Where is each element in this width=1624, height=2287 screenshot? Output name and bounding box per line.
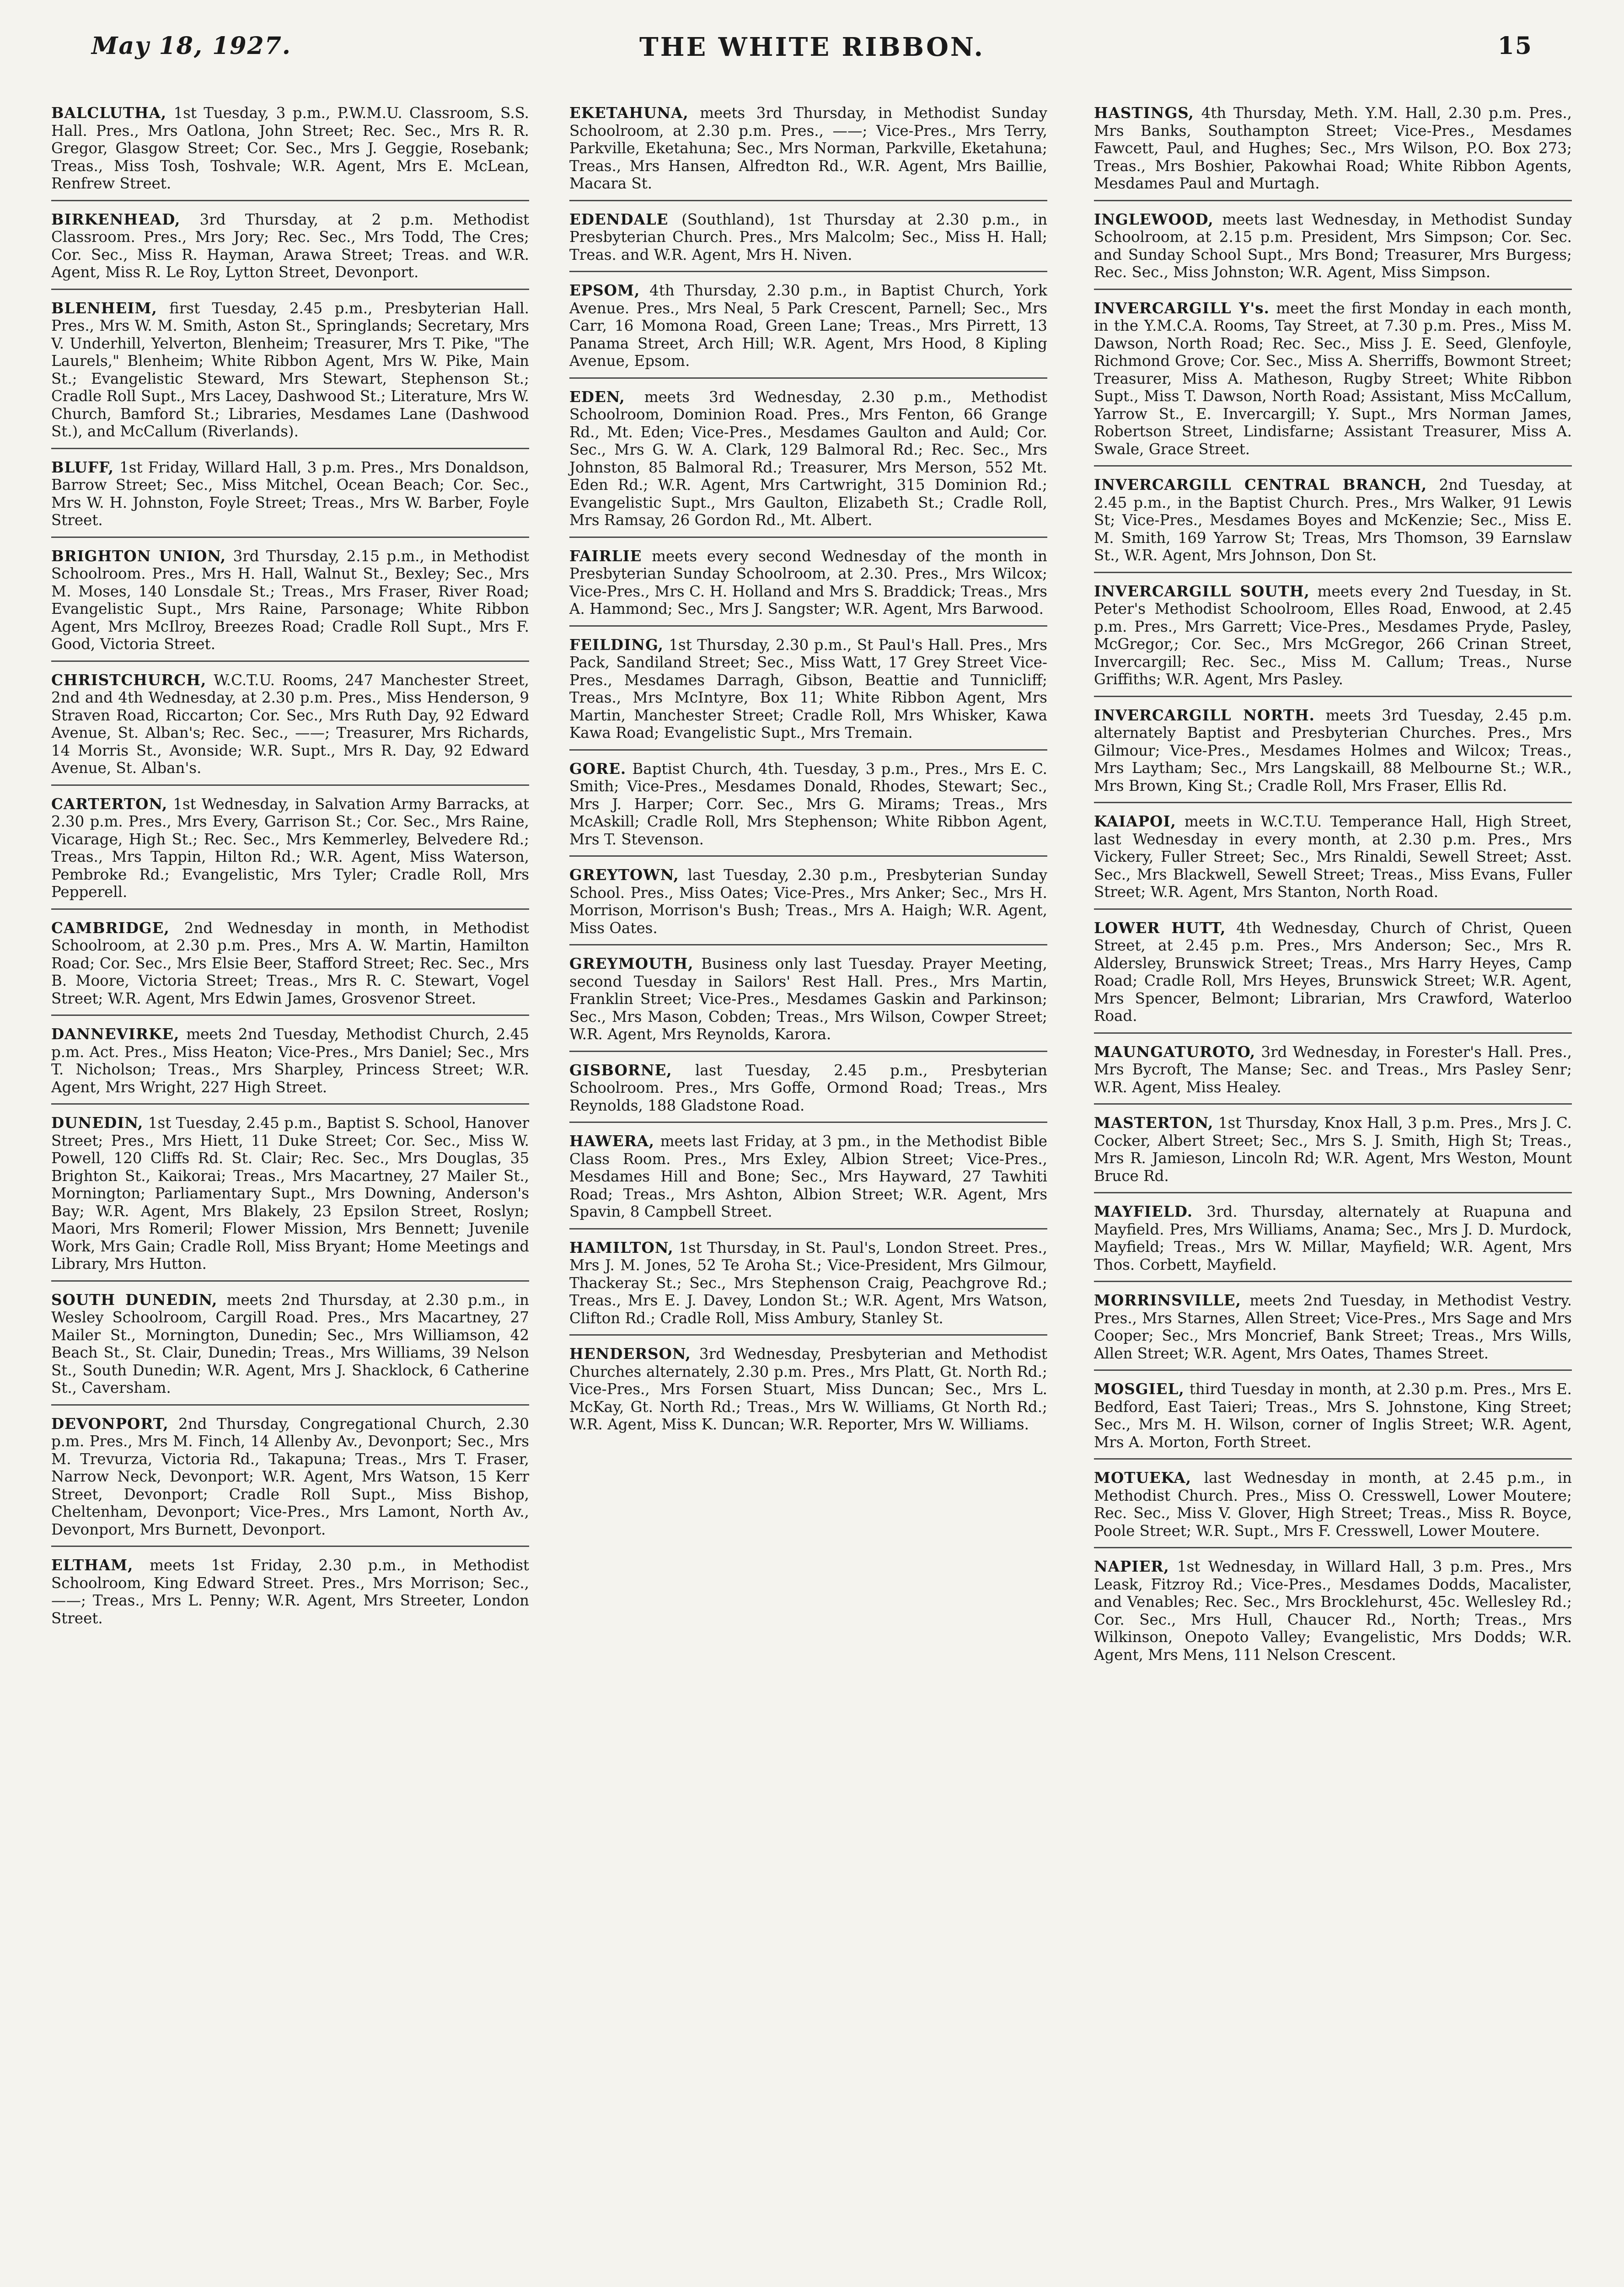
branch-listing	[1094, 705, 1572, 804]
branch-details: meets 2nd Tuesday, Methodist Church, 2.45 p.m. Act. Pres., Miss Heaton; Vice-Pres., Mrs Daniel; Sec., Mrs T. Nicholson; Treas., Mrs Sharpley, Princess Street; W.R. Agent, Mrs Wright, 227 High Street.	[51, 1025, 529, 1096]
branch-name: GORE.	[569, 759, 627, 778]
branch-name: MAYFIELD.	[1094, 1203, 1193, 1220]
branch-details: 1st Wednesday, in Willard Hall, 3 p.m. Pres., Mrs Leask, Fitzroy Rd.; Vice-Pres., Mesdames Dodds, Macalister, and Venables; Rec. Sec., Mrs Brocklehurst, 45c. Wellesley Rd.; Cor. Sec., Mrs Hull, Chaucer Rd., North; Treas., Mrs Wilkinson, Onepoto Valley; Evangelistic, Mrs Dodds; W.R. Agent, Mrs Mens, 111 Nelson Crescent.	[1094, 1558, 1572, 1664]
branch-listing	[569, 635, 1047, 751]
branch-details: last Wednesday in month, at 2.45 p.m., in Methodist Church. Pres., Miss O. Cresswell, Lower Moutere; Rec. Sec., Miss V. Glover, High Street; Treas., Miss R. Boyce, Poole Street; W.R. Supt., Mrs F. Cresswell, Lower Moutere.	[1094, 1469, 1572, 1540]
branch-listing	[51, 670, 529, 786]
branch-listing	[51, 546, 529, 662]
branch-listing	[569, 865, 1047, 945]
branch-listing	[569, 387, 1047, 538]
page-number: 15	[1497, 32, 1533, 60]
branch-name: MOTUEKA,	[1094, 1469, 1192, 1487]
branch-name: FAIRLIE	[569, 547, 642, 565]
branch-name: EDENDALE	[569, 210, 669, 228]
branch-name: KAIAPOI,	[1094, 812, 1176, 830]
branch-details: 1st Thursday, in St. Paul's, London Street. Pres., Mrs J. M. Jones, 52 Te Aroha St.; Vice-President, Mrs Gilmour, Thackeray St.; Sec., Mrs Stephenson Craig, Peachgrove Rd.; Treas., Mrs E. J. Davey, London St.; W.R. Agent, Mrs Watson, Clifton Rd.; Cradle Roll, Miss Ambury, Stanley St.	[569, 1239, 1047, 1327]
branch-details: meets 2nd Thursday, at 2.30 p.m., in Wesley Schoolroom, Cargill Road. Pres., Mrs Macartney, 27 Mailer St., Mornington, Dunedin; Sec., Mrs Williamson, 42 Beach St., St. Clair, Dunedin; Treas., Mrs Williams, 39 Nelson St., South Dunedin; W.R. Agent, Mrs J. Shacklock, 6 Catherine St., Caversham.	[51, 1291, 529, 1396]
branch-name: INVERCARGILL NORTH.	[1094, 706, 1315, 724]
branch-name: LOWER HUTT,	[1094, 918, 1226, 937]
branch-listing	[569, 103, 1047, 201]
branch-listing	[51, 103, 529, 201]
branch-listing	[51, 1113, 529, 1282]
branch-listing	[1094, 1557, 1572, 1671]
branch-listing	[569, 1344, 1047, 1441]
branch-name: BLUFF,	[51, 458, 114, 476]
branch-name: GREYMOUTH,	[569, 955, 694, 972]
branch-name: NAPIER,	[1094, 1557, 1169, 1575]
branch-details: last Tuesday, 2.30 p.m., Presbyterian Sunday School. Pres., Miss Oates; Vice-Pres., Mrs Anker; Sec., Mrs H. Morrison, Morrison's Bush; Treas., Mrs A. Haigh; W.R. Agent, Miss Oates.	[569, 866, 1047, 937]
branch-listing	[1094, 918, 1572, 1034]
branch-details: Business only last Tuesday. Prayer Meeting, second Tuesday in Sailors' Rest Hall. Pres., Mrs Martin, Franklin Street; Vice-Pres., Mesdames Gaskin and Parkinson; Sec., Mrs Mason, Cobden; Treas., Mrs Wilson, Cowper Street; W.R. Agent, Mrs Reynolds, Karora.	[569, 955, 1047, 1043]
branch-details: meets last Wednesday, in Methodist Sunday Schoolroom, at 2.15 p.m. President, Mrs Simpson; Cor. Sec. and Sunday School Supt., Mrs Bond; Treasurer, Mrs Burgess; Rec. Sec., Miss Johnston; W.R. Agent, Miss Simpson.	[1094, 210, 1572, 281]
branch-name: FEILDING,	[569, 635, 664, 654]
branch-details: meets in W.C.T.U. Temperance Hall, High Street, last Wednesday in every month, at 2.30 p.m. Pres., Mrs Vickery, Fuller Street; Sec., Mrs Rinaldi, Sewell Street; Asst. Sec., Mrs Blackwell, Sewell Street; Treas., Miss Evans, Fuller Street; W.R. Agent, Mrs Stanton, North Road.	[1094, 813, 1572, 901]
branch-listing	[51, 298, 529, 449]
branch-listing	[51, 1024, 529, 1105]
branch-name: EDEN,	[569, 387, 625, 406]
branch-name: CARTERTON,	[51, 795, 168, 813]
issue-date: May 18, 1927.	[91, 32, 291, 60]
branch-details: meets last Friday, at 3 pm., in the Methodist Bible Class Room. Pres., Mrs Exley, Albion Street; Vice-Pres., Mesdames Hill and Bone; Sec., Mrs Hayward, 27 Tawhiti Road; Treas., Mrs Ashton, Albion Street; W.R. Agent, Mrs Spavin, 8 Campbell Street.	[569, 1133, 1047, 1220]
branch-details: 1st Tuesday, 2.45 p.m., Baptist S. School, Hanover Street; Pres., Mrs Hiett, 11 Duke Street; Cor. Sec., Miss W. Powell, 120 Cliffs Rd. St. Clair; Rec. Sec., Mrs Douglas, 35 Brighton St., Kaikorai; Treas., Mrs Macartney, 27 Mailer St., Mornington; Parliamentary Supt., Mrs Downing, Anderson's Bay; W.R. Agent, Mrs Blakely, 23 Epsilon Street, Roslyn; Maori, Mrs Romeril; Flower Mission, Mrs Bennett; Juvenile Work, Mrs Gain; Cradle Roll, Miss Bryant; Home Meetings and Library, Mrs Hutton.	[51, 1114, 529, 1272]
branch-details: third Tuesday in month, at 2.30 p.m. Pres., Mrs E. Bedford, East Taieri; Treas., Mrs S. Johnstone, King Street; Sec., Mrs M. H. Wilson, corner of Inglis Street; W.R. Agent, Mrs A. Morton, Forth Street.	[1094, 1380, 1572, 1451]
branch-details: meets every 2nd Tuesday, in St. Peter's Methodist Schoolroom, Elles Road, Enwood, at 2.45 p.m. Pres., Mrs Garrett; Vice-Pres., Mesdames Pryde, Pasley, McGregor,; Cor. Sec., Mrs McGregor, 266 Crinan Street, Invercargill; Rec. Sec., Miss M. Callum; Treas., Nurse Griffiths; W.R. Agent, Mrs Pasley.	[1094, 582, 1572, 688]
branch-details: 3rd Wednesday, Presbyterian and Methodist Churches alternately, 2.30 p.m. Pres., Mrs Platt, Gt. North Rd.; Vice-Pres., Mrs Forsen Stuart, Miss Duncan; Sec., Mrs L. McKay, Gt. North Rd.; Treas., Mrs W. Williams, Gt North Rd.; W.R. Agent, Miss K. Duncan; W.R. Reporter, Mrs W. Williams.	[569, 1345, 1047, 1433]
branch-name: INVERCARGILL SOUTH,	[1094, 582, 1310, 600]
branch-details: 3rd Wednesday, in Forester's Hall. Pres., Mrs Bycroft, The Manse; Sec. and Treas., Mrs Pasley Senr; W.R. Agent, Miss Healey.	[1094, 1043, 1572, 1096]
branch-details: first Tuesday, 2.45 p.m., Presbyterian Hall. Pres., Mrs W. M. Smith, Aston St., Springlands; Secretary, Mrs V. Underhill, Yelverton, Blenheim; Treasurer, Mrs T. Pike, "The Laurels," Blenheim; White Ribbon Agent, Mrs W. Pike, Main St.; Evangelistic Steward, Mrs Stewart, Stephenson St.; Cradle Roll Supt., Mrs Lacey, Dashwood St.; Literature, Mrs W. Church, Bamford St.; Libraries, Mesdames Lane (Dashwood St.), and McCallum (Riverlands).	[51, 299, 529, 440]
branch-listing	[51, 209, 529, 290]
branch-details: 4th Thursday, Meth. Y.M. Hall, 2.30 p.m. Pres., Mrs Banks, Southampton Street; Vice-Pres., Mesdames Fawcett, Paul, and Hughes; Sec., Mrs Wilson, P.O. Box 273; Treas., Mrs Boshier, Pakowhai Road; White Ribbon Agents, Mesdames Paul and Murtagh.	[1094, 104, 1572, 192]
branch-listing	[569, 546, 1047, 627]
branch-listing	[1094, 1290, 1572, 1371]
branch-listing	[51, 457, 529, 538]
branch-details: meets 3rd Tuesday, 2.45 p.m. alternately Baptist and Presbyterian Churches. Pres., Mrs Gilmour; Vice-Pres., Mesdames Holmes and Wilcox; Treas., Mrs Laytham; Sec., Mrs Langskaill, 88 Melbourne St.; W.R., Mrs Brown, King St.; Cradle Roll, Mrs Fraser, Ellis Rd.	[1094, 706, 1572, 795]
branch-listing	[1094, 209, 1572, 290]
branch-details: 2nd Tuesday, at 2.45 p.m., in the Baptist Church. Pres., Mrs Walker, 91 Lewis St; Vice-Pres., Mesdames Boyes and McKenzie; Sec., Miss E. M. Smith, 169 Yarrow St; Treas, Mrs Thomson, 39 Earnslaw St., W.R. Agent, Mrs Johnson, Don St.	[1094, 476, 1572, 564]
branch-name: INVERCARGILL Y's.	[1094, 299, 1270, 317]
branch-details: 1st Thursday, Knox Hall, 3 p.m. Pres., Mrs J. C. Cocker, Albert Street; Sec., Mrs S. J. Smith, High St; Treas., Mrs R. Jamieson, Lincoln Rd; W.R. Agent, Mrs Weston, Mount Bruce Rd.	[1094, 1114, 1572, 1185]
branch-details: 2nd Wednesday in month, in Methodist Schoolroom, at 2.30 p.m. Pres., Mrs A. W. Martin, Hamilton Road; Cor. Sec., Mrs Elsie Beer, Stafford Street; Rec. Sec., Mrs B. Moore, Victoria Street; Treas., Mrs R. C. Stewart, Vogel Street; W.R. Agent, Mrs Edwin James, Grosvenor Street.	[51, 919, 529, 1007]
branch-details: W.C.T.U. Rooms, 247 Manchester Street, 2nd and 4th Wednesday, at 2.30 p.m. Pres., Miss Henderson, 9 Straven Road, Riccarton; Cor. Sec., Mrs Ruth Day, 92 Edward Avenue, St. Alban's; Rec. Sec., ——; Treasurer, Mrs Richards, 14 Morris St., Avonside; W.R. Supt., Mrs R. Day, 92 Edward Avenue, St. Alban's.	[51, 671, 529, 777]
branch-listing	[1094, 1113, 1572, 1193]
branch-listing	[51, 1290, 529, 1406]
branch-details: meets 3rd Thursday, in Methodist Sunday Schoolroom, at 2.30 p.m. Pres., ——; Vice-Pres., Mrs Terry, Parkville, Eketahuna; Sec., Mrs Norman, Parkville, Eketahuna; Treas., Mrs Hansen, Alfredton Rd., W.R. Agent, Mrs Baillie, Macara St.	[569, 104, 1047, 192]
branch-details: meet the first Monday in each month, in the Y.M.C.A. Rooms, Tay Street, at 7.30 p.m. Pres., Miss M. Dawson, North Road; Rec. Sec., Miss J. E. Seed, Glenfoyle, Richmond Grove; Cor. Sec., Miss A. Sherriffs, Bowmont Street; Treasurer, Miss A. Matheson, Rugby Street; White Ribbon Supt., Miss T. Dawson, North Road; Assistant, Miss McCallum, Yarrow St., E. Invercargill; Y. Supt., Mrs Norman James, Robertson Street, Lindisfarne; Assistant Treasurer, Miss A. Swale, Grace Street.	[1094, 299, 1572, 458]
branch-details: 3rd. Thursday, alternately at Ruapuna and Mayfield. Pres, Mrs Williams, Anama; Sec., Mrs J. D. Murdock, Mayfield; Treas., Mrs W. Millar, Mayfield; W.R. Agent, Mrs Thos. Corbett, Mayfield.	[1094, 1203, 1572, 1273]
branch-listing	[569, 1060, 1047, 1123]
branch-name: INGLEWOOD,	[1094, 210, 1214, 228]
branch-details: 1st Friday, Willard Hall, 3 p.m. Pres., Mrs Donaldson, Barrow Street; Sec., Miss Mitchel, Ocean Beach; Cor. Sec., Mrs W. H. Johnston, Foyle Street; Treas., Mrs W. Barber, Foyle Street.	[51, 458, 529, 529]
branch-listing	[1094, 1202, 1572, 1282]
branch-listing	[1094, 1468, 1572, 1548]
branch-listing	[1094, 103, 1572, 201]
branch-name: EKETAHUNA,	[569, 104, 689, 122]
branch-listing	[569, 1131, 1047, 1229]
branch-listing	[569, 280, 1047, 379]
branch-details: meets 3rd Wednesday, 2.30 p.m., Methodist Schoolroom, Dominion Road. Pres., Mrs Fenton, 66 Grange Rd., Mt. Eden; Vice-Pres., Mesdames Gaulton and Auld; Cor. Sec., Mrs G. W. A. Clark, 129 Balmoral Rd.; Rec. Sec., Mrs Johnston, 85 Balmoral Rd.; Treasurer, Mrs Merson, 552 Mt. Eden Rd.; W.R. Agent, Mrs Cartwright, 315 Dominion Rd.; Evangelistic Supt., Mrs Gaulton, Elizabeth St.; Cradle Roll, Mrs Ramsay, 26 Gordon Rd., Mt. Albert.	[569, 388, 1047, 529]
branch-name: DUNEDIN,	[51, 1114, 144, 1132]
branch-name: ELTHAM,	[51, 1556, 134, 1574]
branch-details: last Tuesday, 2.45 p.m., Presbyterian Schoolroom. Pres., Mrs Goffe, Ormond Road; Treas., Mrs Reynolds, 188 Gladstone Road.	[569, 1061, 1047, 1114]
branch-details: 3rd Thursday, 2.15 p.m., in Methodist Schoolroom. Pres., Mrs H. Hall, Walnut St., Bexley; Sec., Mrs M. Moses, 140 Lonsdale St.; Treas., Mrs Fraser, River Road; Evangelistic Supt., Mrs Raine, Parsonage; White Ribbon Agent, Mrs McIlroy, Breezes Road; Cradle Roll Supt., Mrs F. Good, Victoria Street.	[51, 547, 530, 653]
branch-listing	[1094, 811, 1572, 910]
masthead-title: THE WHITE RIBBON.	[639, 32, 985, 62]
branch-details: 4th Thursday, 2.30 p.m., in Baptist Church, York Avenue. Pres., Mrs Neal, 5 Park Crescent, Parnell; Sec., Mrs Carr, 16 Momona Road, Green Lane; Treas., Mrs Pirrett, 13 Panama Street, Arch Hill; W.R. Agent, Mrs Hood, 8 Kipling Avenue, Epsom.	[569, 282, 1047, 370]
branch-name: MAUNGATUROTO,	[1094, 1042, 1256, 1061]
branch-listing	[1094, 1379, 1572, 1460]
branch-details: Baptist Church, 4th. Tuesday, 3 p.m., Pres., Mrs E. C. Smith; Vice-Pres., Mesdames Donald, Rhodes, Stewart; Sec., Mrs J. Harper; Corr. Sec., Mrs G. Mirams; Treas., Mrs McAskill; Cradle Roll, Mrs Stephenson; White Ribbon Agent, Mrs T. Stevenson.	[569, 760, 1047, 848]
branch-name: MORRINSVILLE,	[1094, 1291, 1241, 1309]
branch-details: 2nd Thursday, Congregational Church, 2.30 p.m. Pres., Mrs M. Finch, 14 Allenby Av., Devonport; Sec., Mrs M. Trevurza, Victoria Rd., Takapuna; Treas., Mrs T. Fraser, Narrow Neck, Devonport; W.R. Agent, Mrs Watson, 15 Kerr Street, Devonport; Cradle Roll Supt., Miss Bishop, Cheltenham, Devonport; Vice-Pres., Mrs Lamont, North Av., Devonport, Mrs Burnett, Devonport.	[51, 1415, 529, 1538]
branch-listing	[1094, 581, 1572, 697]
branch-name: DEVONPORT,	[51, 1414, 169, 1433]
branch-details: (Southland), 1st Thursday at 2.30 p.m., in Presbyterian Church. Pres., Mrs Malcolm; Sec., Miss H. Hall; Treas. and W.R. Agent, Mrs H. Niven.	[569, 210, 1047, 263]
column-3	[1094, 103, 1572, 1679]
branch-name: GISBORNE,	[569, 1061, 672, 1079]
branch-name: HENDERSON,	[569, 1345, 691, 1363]
branch-details: 1st Thursday, 2.30 p.m., St Paul's Hall. Pres., Mrs Pack, Sandiland Street; Sec., Miss Watt, 17 Grey Street Vice-Pres., Mesdames Darragh, Gibson, Beattie and Tunnicliff; Treas., Mrs McIntyre, Box 11; White Ribbon Agent, Mrs Martin, Manchester Street; Cradle Roll, Mrs Whisker, Kawa Kawa Road; Evangelistic Supt., Mrs Tremain.	[569, 636, 1047, 741]
branch-listing	[51, 918, 529, 1016]
branch-name: CAMBRIDGE,	[51, 918, 170, 937]
branch-name: BIRKENHEAD,	[51, 210, 181, 228]
branch-name: HAMILTON,	[569, 1238, 674, 1256]
branch-details: meets every second Wednesday of the month in Presbyterian Sunday Schoolroom, at 2.30. Pres., Mrs Wilcox; Vice-Pres., Mrs C. H. Holland and Mrs S. Braddick; Treas., Mrs A. Hammond; Sec., Mrs J. Sangster; W.R. Agent, Mrs Barwood.	[569, 547, 1047, 617]
branch-name: BLENHEIM,	[51, 299, 157, 317]
branch-details: 4th Wednesday, Church of Christ, Queen Street, at 2.45 p.m. Pres., Mrs Anderson; Sec., Mrs R. Aldersley, Brunswick Street; Treas., Mrs Harry Heyes, Camp Road; Cradle Roll, Mrs Heyes, Brunswick Street; W.R. Agent, Mrs Spencer, Belmont; Librarian, Mrs Crawford, Waterloo Road.	[1094, 919, 1572, 1025]
branch-details: 3rd Thursday, at 2 p.m. Methodist Classroom. Pres., Mrs Jory; Rec. Sec., Mrs Todd, The Cres; Cor. Sec., Miss R. Hayman, Arawa Street; Treas. and W.R. Agent, Miss R. Le Roy, Lytton Street, Devonport.	[51, 210, 529, 281]
branch-details: 1st Wednesday, in Salvation Army Barracks, at 2.30 p.m. Pres., Mrs Every, Garrison St.; Cor. Sec., Mrs Raine, Vicarage, High St.; Rec. Sec., Mrs Kemmerley, Belvedere Rd.; Treas., Mrs Tappin, Hilton Rd.; W.R. Agent, Miss Waterson, Pembroke Rd.; Evangelistic, Mrs Tyler; Cradle Roll, Mrs Pepperell.	[51, 795, 529, 901]
branch-name: MASTERTON,	[1094, 1114, 1214, 1132]
branch-listing	[569, 759, 1047, 857]
branch-name: HAWERA,	[569, 1132, 655, 1150]
branch-name: GREYTOWN,	[569, 866, 679, 884]
branch-listing	[569, 209, 1047, 273]
column-2	[569, 103, 1047, 1449]
branch-listing	[1094, 1042, 1572, 1105]
column-1	[51, 103, 529, 1643]
branch-name: BRIGHTON UNION,	[51, 547, 226, 565]
branch-name: MOSGIEL,	[1094, 1380, 1185, 1398]
branch-name: DANNEVIRKE,	[51, 1025, 180, 1043]
branch-name: BALCLUTHA,	[51, 104, 167, 122]
branch-name: SOUTH DUNEDIN,	[51, 1290, 218, 1309]
branch-name: INVERCARGILL CENTRAL BRANCH,	[1094, 476, 1427, 494]
branch-name: CHRISTCHURCH,	[51, 671, 207, 689]
branch-listing	[569, 1238, 1047, 1336]
branch-listing	[51, 794, 529, 910]
branch-details: meets 2nd Tuesday, in Methodist Vestry. Pres., Mrs Starnes, Allen Street; Vice-Pres., Mrs Sage and Mrs Cooper; Sec., Mrs Moncrief, Bank Street; Treas., Mrs Wills, Allen Street; W.R. Agent, Mrs Oates, Thames Street.	[1094, 1292, 1572, 1362]
branch-name: EPSOM,	[569, 281, 640, 299]
branch-listing	[1094, 298, 1572, 467]
branch-name: HASTINGS,	[1094, 104, 1194, 122]
branch-listing	[1094, 475, 1572, 573]
branch-details: 1st Tuesday, 3 p.m., P.W.M.U. Classroom, S.S. Hall. Pres., Mrs Oatlona, John Street; Rec. Sec., Mrs R. R. Gregor, Glasgow Street; Cor. Sec., Mrs J. Geggie, Rosebank; Treas., Miss Tosh, Toshvale; W.R. Agent, Mrs E. McLean, Renfrew Street.	[51, 104, 529, 192]
branch-listing	[569, 954, 1047, 1052]
branch-listing	[51, 1555, 529, 1634]
branch-details: meets 1st Friday, 2.30 p.m., in Methodist Schoolroom, King Edward Street. Pres., Mrs Morrison; Sec., ——; Treas., Mrs L. Penny; W.R. Agent, Mrs Streeter, London Street.	[51, 1557, 529, 1627]
branch-listing	[51, 1414, 529, 1547]
